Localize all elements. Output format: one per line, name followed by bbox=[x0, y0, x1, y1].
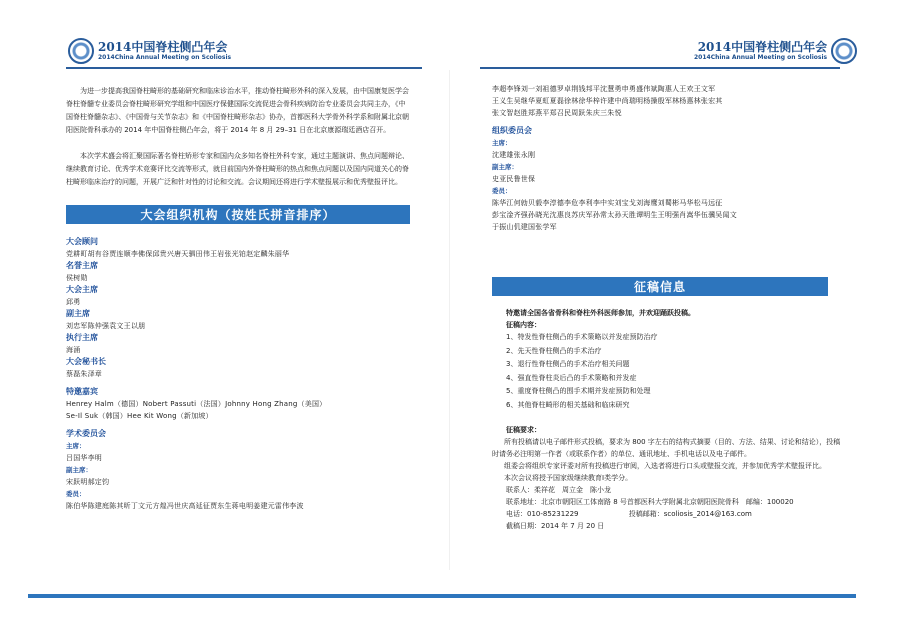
name: 刘一 bbox=[520, 85, 536, 93]
name: 夏磊 bbox=[549, 97, 565, 105]
topics-list bbox=[492, 331, 842, 412]
footer-bar bbox=[28, 594, 856, 598]
name: 张永刚 bbox=[513, 151, 536, 159]
name: 罗卓荆 bbox=[556, 85, 579, 93]
name: 邱贵兴 bbox=[152, 250, 175, 258]
name: 陈伯华 bbox=[66, 502, 88, 510]
name: 朱丽华 bbox=[267, 250, 290, 258]
honorary-chair-heading: 名誉主席 bbox=[66, 261, 98, 270]
logo-subtitle: 2014China Annual Meeting on Scoliosis bbox=[98, 53, 232, 61]
topic-item: 4、强直性脊柱炎后凸的手术策略和并发症 bbox=[506, 373, 637, 382]
topic-item: 5、重度脊柱侧凸的围手术期并发症预防和处理 bbox=[506, 387, 651, 395]
name: 鲁世保 bbox=[513, 175, 536, 183]
name: 冯世庆 bbox=[166, 502, 189, 510]
name: 齐强 bbox=[513, 211, 529, 219]
org-members-row bbox=[492, 197, 842, 209]
contact-line bbox=[492, 508, 842, 520]
name: 盛伟斌 bbox=[636, 85, 658, 93]
logo-subtitle: 2014China Annual Meeting on Scoliosis bbox=[694, 53, 828, 61]
name: 徐华梓 bbox=[578, 97, 601, 105]
name: 李中实 bbox=[592, 199, 615, 207]
academic-members-row bbox=[492, 107, 842, 119]
academic-committee-heading: 学术委员会 bbox=[66, 429, 106, 438]
name: 夏虹 bbox=[535, 97, 550, 105]
deadline: 截稿日期：2014 年 7 月 20 日 bbox=[506, 522, 605, 530]
name: 彭宝淦 bbox=[492, 211, 514, 219]
academic-vice-row bbox=[66, 476, 426, 488]
name: 贝毅 bbox=[528, 199, 543, 207]
name: 宋跃明 bbox=[66, 478, 88, 486]
name: 周跃 bbox=[571, 109, 586, 117]
name: 史亚民 bbox=[492, 175, 514, 183]
requirements-paragraph: 组委会将组织专家评委对所有投稿进行审阅，入选者将进行口头或壁报交流，并参加优秀学术壁报评比。 bbox=[504, 462, 826, 470]
topic-item: 1、特发性脊柱侧凸的手术策略以并发症预防治疗 bbox=[506, 333, 658, 341]
special-guests-heading: 特邀嘉宾 bbox=[66, 387, 98, 396]
right-header-logo bbox=[694, 38, 857, 64]
name: 蒋电明 bbox=[231, 502, 254, 510]
guest-name: Hee Kit Wong（新加坡） bbox=[127, 412, 213, 420]
name: 刘忠军 bbox=[66, 322, 88, 330]
name: 李锋 bbox=[506, 85, 521, 93]
name: 李利 bbox=[578, 199, 593, 207]
vice-chair-heading: 副主席 bbox=[66, 309, 90, 318]
name: 王明强 bbox=[657, 211, 680, 219]
name: 孙常太 bbox=[592, 211, 615, 219]
org-members-label: 委员： bbox=[492, 187, 512, 195]
secretary-general-heading: 大会秘书长 bbox=[66, 357, 106, 366]
name: 郑召民 bbox=[549, 109, 572, 117]
name: 蔡磊 bbox=[66, 370, 81, 378]
name: 吕国华 bbox=[66, 454, 88, 462]
academic-members-row bbox=[492, 83, 842, 95]
name: 沈慧勇 bbox=[600, 85, 622, 93]
academic-vice-label: 副主席： bbox=[66, 466, 92, 474]
call-for-papers-banner: 征稿信息 bbox=[492, 277, 828, 296]
name: 伍骥 bbox=[700, 211, 716, 219]
conference-logo-icon bbox=[68, 38, 94, 64]
name: 张光铂 bbox=[224, 250, 247, 258]
guests-row bbox=[66, 398, 426, 410]
org-vice-label: 副主席： bbox=[492, 163, 518, 171]
name: 姜建元 bbox=[253, 502, 275, 510]
name: 胡有谷 bbox=[87, 250, 110, 258]
executive-chair-heading: 执行主席 bbox=[66, 333, 98, 342]
content-heading: 征稿内容： bbox=[506, 321, 541, 329]
name: 田伟 bbox=[195, 250, 211, 258]
header-rule bbox=[480, 67, 840, 69]
name: 唐天驷 bbox=[174, 250, 196, 258]
name: 王义生 bbox=[492, 97, 514, 105]
academic-chair-row bbox=[66, 452, 426, 464]
contact-persons: 联系人：柔祥花 周立金 陈小龙 bbox=[506, 486, 611, 494]
name: 张文智 bbox=[492, 109, 514, 117]
org-members-row bbox=[492, 209, 842, 221]
chair-heading: 大会主席 bbox=[66, 285, 98, 294]
name: 赵胜 bbox=[513, 109, 529, 117]
name: 袁文 bbox=[109, 322, 124, 330]
name: 李佛保 bbox=[130, 250, 153, 258]
intro-paragraph-2: 本次学术盛会将汇聚国际著名脊柱矫形专家和国内众多知名脊柱外科专家，通过主题演讲、焦点问题辩论、继续教育讨论、优秀学术竞赛评比交流等形式，就目前国内外脊柱畸形的热点和焦点问题以及国内同道关心的脊柱畸形临床治疗的问题，开展广泛和针对性的讨论和交流。会议期间还将进行学术壁报展示和优秀壁报评比。 bbox=[66, 152, 409, 186]
topic-item: 6、其他脊柱畸形的相关基础和临床研究 bbox=[506, 400, 630, 409]
name: 侯树勋 bbox=[66, 274, 88, 282]
name: 陈华江 bbox=[492, 199, 514, 207]
name: 朱庆三 bbox=[585, 109, 608, 117]
org-vice-row bbox=[492, 173, 842, 185]
name: 张学军 bbox=[535, 223, 557, 231]
phone-number: 电话：010-85231229 bbox=[506, 510, 579, 518]
name: 肖嵩华 bbox=[679, 211, 701, 219]
name: 高延征 bbox=[188, 502, 211, 510]
name: 孙天胜 bbox=[614, 211, 637, 219]
name: 杨惠林 bbox=[679, 97, 701, 105]
organization-list bbox=[66, 236, 426, 512]
academic-chair-label: 主席： bbox=[66, 442, 86, 450]
name: 徐林 bbox=[564, 97, 579, 105]
logo-title: 2014中国脊柱侧凸年会 bbox=[98, 39, 228, 54]
name: 孙晓光 bbox=[528, 211, 550, 219]
name: 苏庆军 bbox=[571, 211, 593, 219]
academic-members-label: 委员： bbox=[66, 490, 86, 498]
header-rule bbox=[66, 67, 422, 69]
name: 许建中 bbox=[600, 97, 622, 105]
organization-banner: 大会组织机构（按姓氏拼音排序） bbox=[66, 205, 410, 224]
name: 陈仲强 bbox=[87, 322, 110, 330]
secretary-general-row bbox=[66, 368, 426, 380]
name: 丁文元 bbox=[130, 502, 153, 510]
name: 王岩 bbox=[210, 250, 225, 258]
left-header-logo bbox=[68, 38, 231, 64]
org-chair-row bbox=[492, 149, 842, 161]
name: 王以朋 bbox=[123, 322, 146, 330]
organizing-committee-heading: 组织委员会 bbox=[492, 126, 532, 135]
academic-members-row bbox=[492, 95, 842, 107]
name: 贾东生 bbox=[210, 502, 232, 510]
name: 钱邦平 bbox=[578, 85, 601, 93]
name: 殷军林 bbox=[657, 97, 680, 105]
name: 陈建庭 bbox=[87, 502, 110, 510]
invitation-text: 特邀请全国各省骨科和脊柱外科医师参加，并欢迎踊跃投稿。 bbox=[506, 309, 695, 317]
name: 马远征 bbox=[700, 199, 723, 207]
name: 贾连顺 bbox=[109, 250, 131, 258]
name: 李淳德 bbox=[542, 199, 565, 207]
name: 李超 bbox=[492, 85, 507, 93]
name: 赵定麟 bbox=[246, 250, 268, 258]
name: 李明 bbox=[87, 454, 103, 462]
name: 刘宝戈 bbox=[614, 199, 637, 207]
name: 吴继华 bbox=[513, 97, 536, 105]
name: 王欢 bbox=[679, 85, 694, 93]
name: 沈建雄 bbox=[492, 151, 514, 159]
name: 方煌 bbox=[152, 502, 167, 510]
name: 陈其昕 bbox=[109, 502, 131, 510]
call-for-papers-section bbox=[492, 307, 842, 532]
org-members-row bbox=[492, 221, 842, 233]
requirements-heading: 征稿要求： bbox=[506, 426, 541, 434]
name: 申勇 bbox=[621, 85, 637, 93]
name: 沈惠良 bbox=[549, 211, 572, 219]
guest-name: Johnny Hong Zhang（美国） bbox=[225, 400, 327, 408]
intro-paragraph-1: 为进一步提高我国脊柱畸形的基础研究和临床诊治水平，推动脊柱畸形外科的深入发展，由中国康复医学会脊柱脊髓专业委员会脊柱畸形研究学组和中国医疗保健国际交流促进会骨科疾病防治专业委员会共同主办，《中国脊柱脊髓杂志》、《中国骨与关节杂志》和《中国脊柱畸形杂志》协办，首都医科大学骨外科学系和附属北京朝阳医院骨科承办的 2014 年中国脊柱侧凸年会，将于 2014 年 8 月 29–31 日在北京康源瑞廷酒店召开。 bbox=[66, 87, 409, 134]
chair-row bbox=[66, 296, 426, 308]
name: 朱悦 bbox=[607, 109, 622, 117]
executive-chair-row bbox=[66, 344, 426, 356]
conference-logo-icon bbox=[831, 38, 857, 64]
topic-item: 2、先天性脊柱侧凸的手术治疗 bbox=[506, 346, 602, 355]
submission-email-link[interactable]: 投稿邮箱：scoliosis_2014@163.com bbox=[628, 510, 752, 518]
name: 张宏其 bbox=[700, 97, 723, 105]
name: 谭明生 bbox=[636, 211, 658, 219]
name: 雷伟 bbox=[274, 502, 290, 510]
name: 党耕町 bbox=[66, 250, 88, 258]
name: 于振山 bbox=[492, 223, 514, 231]
name: 郝定钧 bbox=[87, 478, 110, 486]
academic-members-row bbox=[66, 500, 426, 512]
honorary-chair-row bbox=[66, 272, 426, 284]
requirements-paragraph: 所有投稿请以电子邮件形式投稿，要求为 800 字左右的结构式摘要（目的、方法、结果、讨论和结论），投稿时请务必注明第一作者（或联系作者）的单位、通讯地址、手机电话以及电子邮件。 bbox=[492, 438, 841, 458]
vice-chair-row bbox=[66, 320, 426, 332]
requirements-paragraph: 本次会议将授予国家级继续教育I类学分。 bbox=[504, 474, 633, 482]
advisors-row bbox=[66, 248, 426, 260]
name: 刘蜀彬 bbox=[657, 199, 680, 207]
academic-members-continued bbox=[492, 83, 842, 233]
name: 海涌 bbox=[66, 346, 81, 354]
name: 马华松 bbox=[679, 199, 701, 207]
guests-row bbox=[66, 410, 426, 422]
guest-name: Henrey Halm（德国） bbox=[66, 400, 143, 408]
guest-name: Se-Il Suk（韩国） bbox=[66, 412, 128, 420]
contact-address: 联系地址：北京市朝阳区工体南路 8 号首都医科大学附属北京朝阳医院骨科 邮编：100020 bbox=[506, 498, 794, 506]
name: 李危 bbox=[564, 199, 579, 207]
name: 尚瑞明 bbox=[621, 97, 644, 105]
name: 刘祖德 bbox=[535, 85, 557, 93]
name: 郑燕平 bbox=[528, 109, 550, 117]
name: 李波 bbox=[289, 502, 304, 510]
name: 何勍 bbox=[513, 199, 529, 207]
guest-name: Nobert Passuti（法国） bbox=[142, 400, 226, 408]
name: 邱勇 bbox=[66, 298, 81, 306]
topic-item: 3、退行性脊柱侧凸的手术治疗相关问题 bbox=[506, 360, 630, 368]
name: 刘海鹰 bbox=[636, 199, 658, 207]
logo-title: 2014中国脊柱侧凸年会 bbox=[697, 39, 828, 54]
name: 仉建国 bbox=[513, 223, 536, 231]
advisors-heading: 大会顾问 bbox=[66, 237, 98, 246]
name: 陶惠人 bbox=[657, 85, 680, 93]
org-chair-label: 主席： bbox=[492, 139, 512, 147]
name: 杨操 bbox=[643, 97, 658, 105]
name: 王文军 bbox=[693, 85, 716, 93]
name: 吴闻文 bbox=[715, 211, 737, 219]
name: 朱泽章 bbox=[80, 370, 103, 378]
